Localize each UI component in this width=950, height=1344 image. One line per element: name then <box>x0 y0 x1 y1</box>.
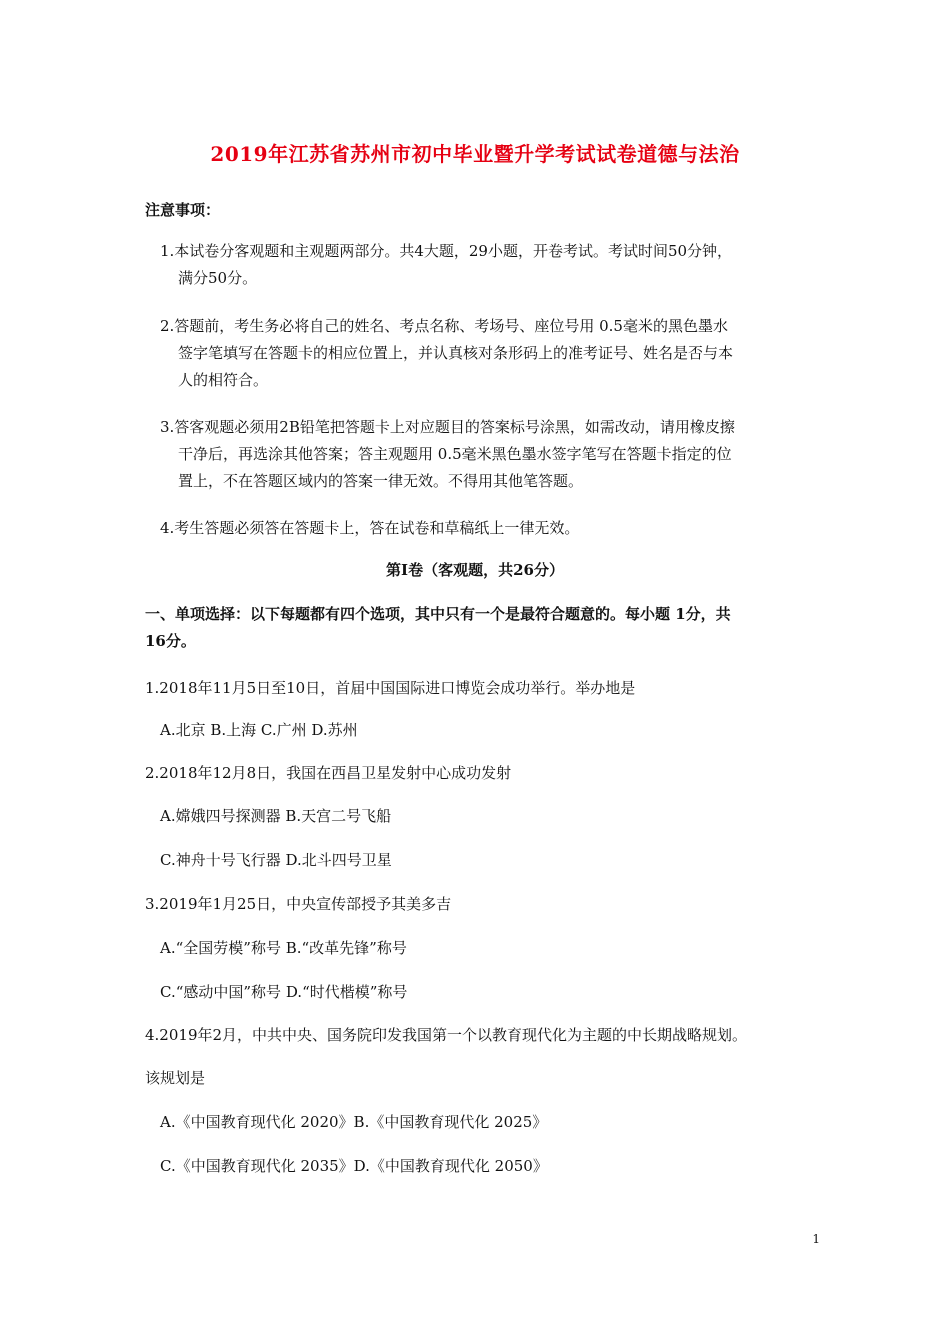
question-2-options-2: C.神舟十号飞行器 D.北斗四号卫星 <box>160 851 392 869</box>
question-4-stem-line-1: 4.2019年2月，中共中央、国务院印发我国第一个以教育现代化为主题的中长期战略规划。 <box>145 1026 748 1044</box>
exam-title: 2019年江苏省苏州市初中毕业暨升学考试试卷道德与法治 <box>210 142 740 166</box>
question-1-stem: 1.2018年11月5日至10日，首届中国国际进口博览会成功举行。举办地是 <box>145 679 636 697</box>
notice-item-1-line-2: 满分50分。 <box>178 269 258 287</box>
question-4-options-1: A.《中国教育现代化 2020》B.《中国教育现代化 2025》 <box>160 1113 548 1131</box>
question-4-stem-line-2: 该规划是 <box>145 1069 206 1087</box>
question-2-stem: 2.2018年12月8日，我国在西昌卫星发射中心成功发射 <box>145 764 512 782</box>
section1-line-2: 16分。 <box>145 632 196 650</box>
notice-item-1-line-1: 1.本试卷分客观题和主观题两部分。共4大题，29小题，开卷考试。考试时间50分钟， <box>160 242 733 260</box>
part1-heading: 第Ⅰ卷（客观题，共26分） <box>386 561 564 579</box>
notice-item-3-line-3: 置上，不在答题区域内的答案一律无效。不得用其他笔答题。 <box>178 472 584 490</box>
page-number: 1 <box>812 1232 820 1246</box>
notice-heading: 注意事项： <box>145 201 221 219</box>
question-3-options-1: A.“全国劳模”称号 B.“改革先锋”称号 <box>160 939 407 957</box>
notice-item-3-line-1: 3.答客观题必须用2B铅笔把答题卡上对应题目的答案标号涂黑，如需改动，请用橡皮擦 <box>160 418 735 436</box>
section1-line-1: 一、单项选择：以下每题都有四个选项，其中只有一个是最符合题意的。每小题 1分，共 <box>145 605 731 623</box>
notice-item-2-line-3: 人的相符合。 <box>178 371 269 389</box>
question-1-options: A.北京 B.上海 C.广州 D.苏州 <box>160 721 358 739</box>
question-3-options-2: C.“感动中国”称号 D.“时代楷模”称号 <box>160 983 408 1001</box>
notice-item-3-line-2: 干净后，再选涂其他答案；答主观题用 0.5毫米黑色墨水签字笔写在答题卡指定的位 <box>178 445 732 463</box>
notice-item-2-line-2: 签字笔填写在答题卡的相应位置上，并认真核对条形码上的准考证号、姓名是否与本 <box>178 344 734 362</box>
question-2-options-1: A.嫦娥四号探测器 B.天宫二号飞船 <box>160 807 392 825</box>
question-3-stem: 3.2019年1月25日，中央宣传部授予其美多吉 <box>145 895 452 913</box>
question-4-options-2: C.《中国教育现代化 2035》D.《中国教育现代化 2050》 <box>160 1157 548 1175</box>
notice-item-2-line-1: 2.答题前，考生务必将自己的姓名、考点名称、考场号、座位号用 0.5毫米的黑色墨水 <box>160 317 728 335</box>
notice-item-4-line-1: 4.考生答题必须答在答题卡上，答在试卷和草稿纸上一律无效。 <box>160 519 580 537</box>
